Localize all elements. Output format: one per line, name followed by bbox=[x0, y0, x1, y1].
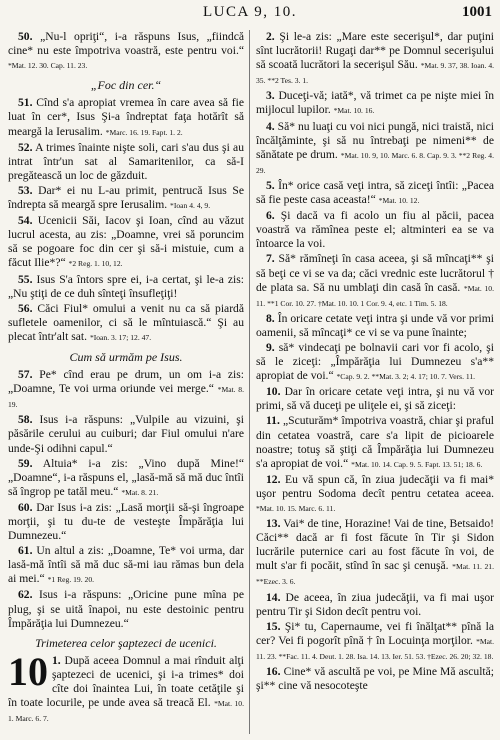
cross-reference: *Mat. 10. 11. **1 Cor. 10. 27. †Mat. 10. 10. 1 Cor. 9. 4, etc. 1 Tim. 5. 18. bbox=[256, 283, 494, 308]
verse-number: 57. bbox=[18, 368, 33, 382]
section-heading: Cum să urmăm pe Isus. bbox=[69, 349, 183, 364]
verse-number: 59. bbox=[18, 456, 33, 470]
section-heading: Trimeterea celor şaptezeci de ucenici. bbox=[35, 635, 217, 650]
cross-reference: *Mat. 10. 15. Marc. 6. 11. bbox=[256, 504, 336, 513]
cross-reference: *Mat. 9. 37, 38. Ioan. 4. 35. **2 Tes. 3. 1. bbox=[256, 61, 494, 86]
verse-text: A trimes înainte nişte soli, cari s'au dus şi au intrat într'un sat al Samaritenilor, ca să-I pregătească un loc de găzduit. bbox=[8, 140, 244, 182]
verse-number: 14. bbox=[266, 590, 281, 604]
verse-text: Un altul a zis: „Doamne, Te* voi urma, dar lasă-mă întîi să mă duc să-mi iau rămas bun dela ai mei.“ bbox=[8, 544, 244, 586]
verse bbox=[8, 588, 244, 630]
verse bbox=[8, 30, 244, 73]
cross-reference: *2 Reg. 1. 10, 12. bbox=[68, 259, 123, 269]
verse-number: 6. bbox=[266, 209, 275, 223]
verse-number: 15. bbox=[266, 619, 281, 633]
verse bbox=[256, 120, 494, 178]
verse-text: Căci Fiul* omului a venit nu ca să piardă sufletele oamenilor, ci să le mîntuiască.“ Şi au plecat într'alt sat. bbox=[8, 301, 244, 343]
running-title: LUCA 9, 10. bbox=[202, 4, 297, 20]
verse-number: 60. bbox=[18, 500, 33, 514]
verse-text: Şi dacă va fi acolo un fiu al păcii, pacea voastră va rămînea peste el; altminteri ea se va întoarce la voi. bbox=[256, 209, 494, 251]
verse-number: 9. bbox=[266, 340, 275, 354]
verse-number: 58. bbox=[18, 413, 33, 427]
verse bbox=[256, 89, 494, 118]
verse-text: În* orice casă veţi intra, să ziceţi întîi: „Pacea să fie peste casa aceasta!“ bbox=[256, 178, 494, 207]
verse-number: 62. bbox=[18, 588, 33, 602]
chapter-number: 10 bbox=[8, 648, 48, 694]
verse-number: 54. bbox=[18, 214, 33, 228]
verse bbox=[8, 544, 244, 587]
verse-number: 16. bbox=[266, 665, 281, 679]
verse bbox=[8, 413, 244, 455]
verse-text: Şi le-a zis: „Mare este secerişul*, dar puţini sînt lucrătorii! Rugaţi dar** pe Domnul secerişului să scoată lucrători la secerişul Său. bbox=[256, 30, 494, 72]
verse bbox=[256, 312, 494, 340]
verse-text: Ucenicii Săi, Iacov şi Ioan, cînd au văzut lucrul acesta, au zis: „Doamne, vrei să poruncim să se pogoare foc din cer şi să-i mistuie, cum a făcut Ilie*?“ bbox=[8, 214, 244, 270]
verse-text: Dar Isus i-a zis: „Lasă morţii să-şi îngroape morţii, şi tu du-te de vesteşte Împărăţia lui Dumnezeu.“ bbox=[8, 500, 244, 543]
left-column bbox=[8, 30, 244, 736]
cross-reference: *Mat. 10. 12. bbox=[378, 196, 420, 206]
verse-number: 10. bbox=[266, 385, 281, 399]
verse bbox=[8, 302, 244, 345]
verse-text: Isus S'a întors spre ei, i-a certat, şi le-a zis: „Nu ştiţi de ce duh sînteţi însufleţiţi! bbox=[8, 272, 244, 300]
verse-text: Să* nu luaţi cu voi nici pungă, nici traistă, nici încălţăminte, şi să nu întrebaţi pe nimeni** de sănătate pe drum. bbox=[256, 119, 494, 161]
verse-text: „Scuturăm* împotriva voastră, chiar şi praful din cetatea voastră, care s'a lipit de picioarele noastre; totuş să ştiţi că Împărăţia lui Dumnezeu s'a apropiat de voi.“ bbox=[256, 414, 494, 470]
verse bbox=[256, 517, 494, 589]
verse-number: 11. bbox=[266, 414, 280, 428]
verse-number: 4. bbox=[266, 119, 275, 133]
cross-reference: *Ioan 4. 4, 9. bbox=[170, 201, 211, 211]
verse-number: 2. bbox=[266, 30, 275, 43]
verse-number: 61. bbox=[18, 544, 33, 558]
verse-text: Cînd s'a apropiat vremea în care avea să fie luat în cer*, Isus Şi-a îndreptat faţa hotărît să meargă la Ierusalim. bbox=[8, 96, 244, 138]
verse bbox=[8, 368, 244, 412]
verse-text: Eu vă spun că, în ziua judecăţii va fi mai* uşor pentru Sodoma decît pentru cetatea aceea. bbox=[256, 472, 494, 500]
verse-text: Pe* cînd erau pe drum, un om i-a zis: „Doamne, Te voi urma oriunde vei merge.“ bbox=[8, 368, 244, 396]
verse-text: Cine* vă ascultă pe voi, pe Mine Mă ascultă; şi** cine vă nesocoteşte bbox=[256, 665, 494, 693]
verse bbox=[8, 501, 244, 543]
verse-number: 56. bbox=[18, 301, 33, 315]
verse-text: Isus i-a răspuns: „Vulpile au vizuini, şi păsările cerului au cuiburi; dar Fiul omului n'are unde-Şi odihni capul.“ bbox=[8, 413, 244, 455]
verse bbox=[256, 665, 494, 693]
verse-number: 55. bbox=[18, 272, 33, 286]
verse-text: Dar* ei nu L-au primit, pentrucă Isus Se îndrepta să meargă spre Ierusalim. bbox=[8, 183, 244, 212]
verse bbox=[8, 184, 244, 213]
verse-text: Şi* tu, Capernaume, vei fi înălţat** pînă la cer? Vei fi pogorît pînă † în Locuinţa morţilor. bbox=[256, 619, 494, 647]
verse-text: În oricare cetate veţi intra şi unde vă vor primi oamenii, să mîncaţi* ce vi se va pune înainte; bbox=[256, 311, 494, 339]
cross-reference: *Mat. 12. 30. Cap. 11. 23. bbox=[8, 61, 88, 71]
cross-reference: *Marc. 16. 19. Fapt. 1. 2. bbox=[105, 127, 183, 137]
verse-number: 51. bbox=[18, 96, 33, 110]
verse bbox=[256, 179, 494, 208]
verse bbox=[256, 591, 494, 619]
verse bbox=[8, 96, 244, 139]
page-number: 1001 bbox=[462, 4, 492, 20]
verse-text: să* vindecaţi pe bolnavii cari vor fi acolo, şi să le ziceţi: „Împărăţia lui Dumnezeu s'a** apropiat de voi.“ bbox=[256, 340, 494, 383]
cross-reference: *Mat. 8. 19. bbox=[8, 385, 244, 410]
cross-reference: *Mat. 10. 16. bbox=[333, 106, 375, 116]
cross-reference: *Mat. 10. 9, 10. Marc. 6. 8. Cap. 9. 3. **2 Reg. 4. 29. bbox=[256, 150, 494, 175]
verse bbox=[256, 414, 494, 471]
verse-number: 8. bbox=[266, 311, 275, 325]
verse-number: 53. bbox=[18, 183, 33, 197]
verse bbox=[256, 209, 494, 251]
verse-number: 13. bbox=[266, 517, 281, 531]
verse bbox=[256, 620, 494, 664]
verse-text: Duceţi-vă; iată*, vă trimet ca pe nişte miei în mijlocul lupilor. bbox=[256, 89, 494, 117]
verse-text: Să* rămîneţi în casa aceea, şi să mîncaţi** şi să beţi ce vi se va da; căci vrednic este lucrătorul † de plata sa. Să nu umblaţi din casă în casă. bbox=[256, 252, 494, 294]
cross-reference: *Mat. 10. 1. Marc. 6. 7. bbox=[8, 699, 244, 724]
verse-number: 50. bbox=[18, 30, 33, 43]
right-column bbox=[256, 30, 494, 736]
verse bbox=[256, 252, 494, 310]
cross-reference: *Mat. 11. 21. **Ezec. 3. 6. bbox=[256, 562, 494, 587]
cross-reference: *1 Reg. 19. 20. bbox=[47, 575, 95, 585]
verse bbox=[256, 30, 494, 88]
verse bbox=[8, 214, 244, 271]
verse-number: 12. bbox=[266, 472, 281, 486]
verse-number: 5. bbox=[266, 178, 275, 192]
verse-number: 7. bbox=[266, 252, 275, 266]
verse-text: Vai* de tine, Horazine! Vai de tine, Betsaido! Căci** dacă ar fi fost făcute în Tir şi Sidon lucrările puternice cari au fost făcute în voi, de mult s'ar fi pocăit, stînd în sac şi cenuşă. bbox=[256, 517, 494, 573]
verse-number: 1. bbox=[52, 653, 61, 667]
verse bbox=[8, 141, 244, 183]
verse-text: Isus i-a răspuns: „Oricine pune mîna pe plug, şi se uită înapoi, nu este destoinic pentru Împărăţia lui Dumnezeu.“ bbox=[8, 588, 244, 630]
verse-number: 52. bbox=[18, 140, 33, 154]
column-divider bbox=[249, 30, 250, 734]
chapter-start bbox=[8, 648, 244, 726]
verse-text: De aceea, în ziua judecăţii, va fi mai uşor pentru Tir şi Sidon decît pentru voi. bbox=[256, 590, 494, 618]
verse bbox=[256, 473, 494, 516]
page-header bbox=[0, 4, 500, 26]
cross-reference: *Mat. 8. 21. bbox=[121, 487, 159, 497]
verse-number: 3. bbox=[266, 89, 275, 103]
verse bbox=[256, 341, 494, 384]
verse-text: Dar în oricare cetate veţi intra, şi nu vă vor primi, să vă duceţi pe uliţele ei, şi să ziceţi: bbox=[256, 385, 494, 413]
verse bbox=[256, 385, 494, 413]
cross-reference: *Ioan. 3. 17; 12. 47. bbox=[89, 332, 152, 342]
verse-text: Altuia* i-a zis: „Vino după Mine!“ „Doamne“, i-a răspuns el, „lasă-mă să mă duc întîi să îngrop pe tatăl meu.“ bbox=[8, 456, 244, 498]
verse bbox=[8, 457, 244, 500]
cross-reference: *Cap. 9. 2. **Mat. 3. 2; 4. 17; 10. 7. Vers. 11. bbox=[336, 372, 476, 382]
cross-reference: *Mat. 11. 23. **Fac. 11. 4. Deut. 1. 28. Isa. 14. 13. Ier. 51. 53. †Ezec. 26. 20; 32. 18. bbox=[256, 636, 494, 661]
section-heading: „Foc din cer.“ bbox=[90, 78, 162, 93]
cross-reference: *Mat. 10. 14. Cap. 9. 5. Fapt. 13. 51; 18. 6. bbox=[351, 459, 483, 469]
verse-text: După aceea Domnul a mai rînduit alţi şaptezeci de ucenici, şi i-a trimes* doi cîte doi înaintea Lui, în toate cetăţile şi în toate locurile, pe unde avea să treacă El. bbox=[8, 653, 244, 710]
verse-text: „Nu-l opriţi“, i-a răspuns Isus, „fiindcă cine* nu este împotriva voastră, este pentru voi.“ bbox=[8, 30, 244, 58]
verse bbox=[8, 273, 244, 301]
